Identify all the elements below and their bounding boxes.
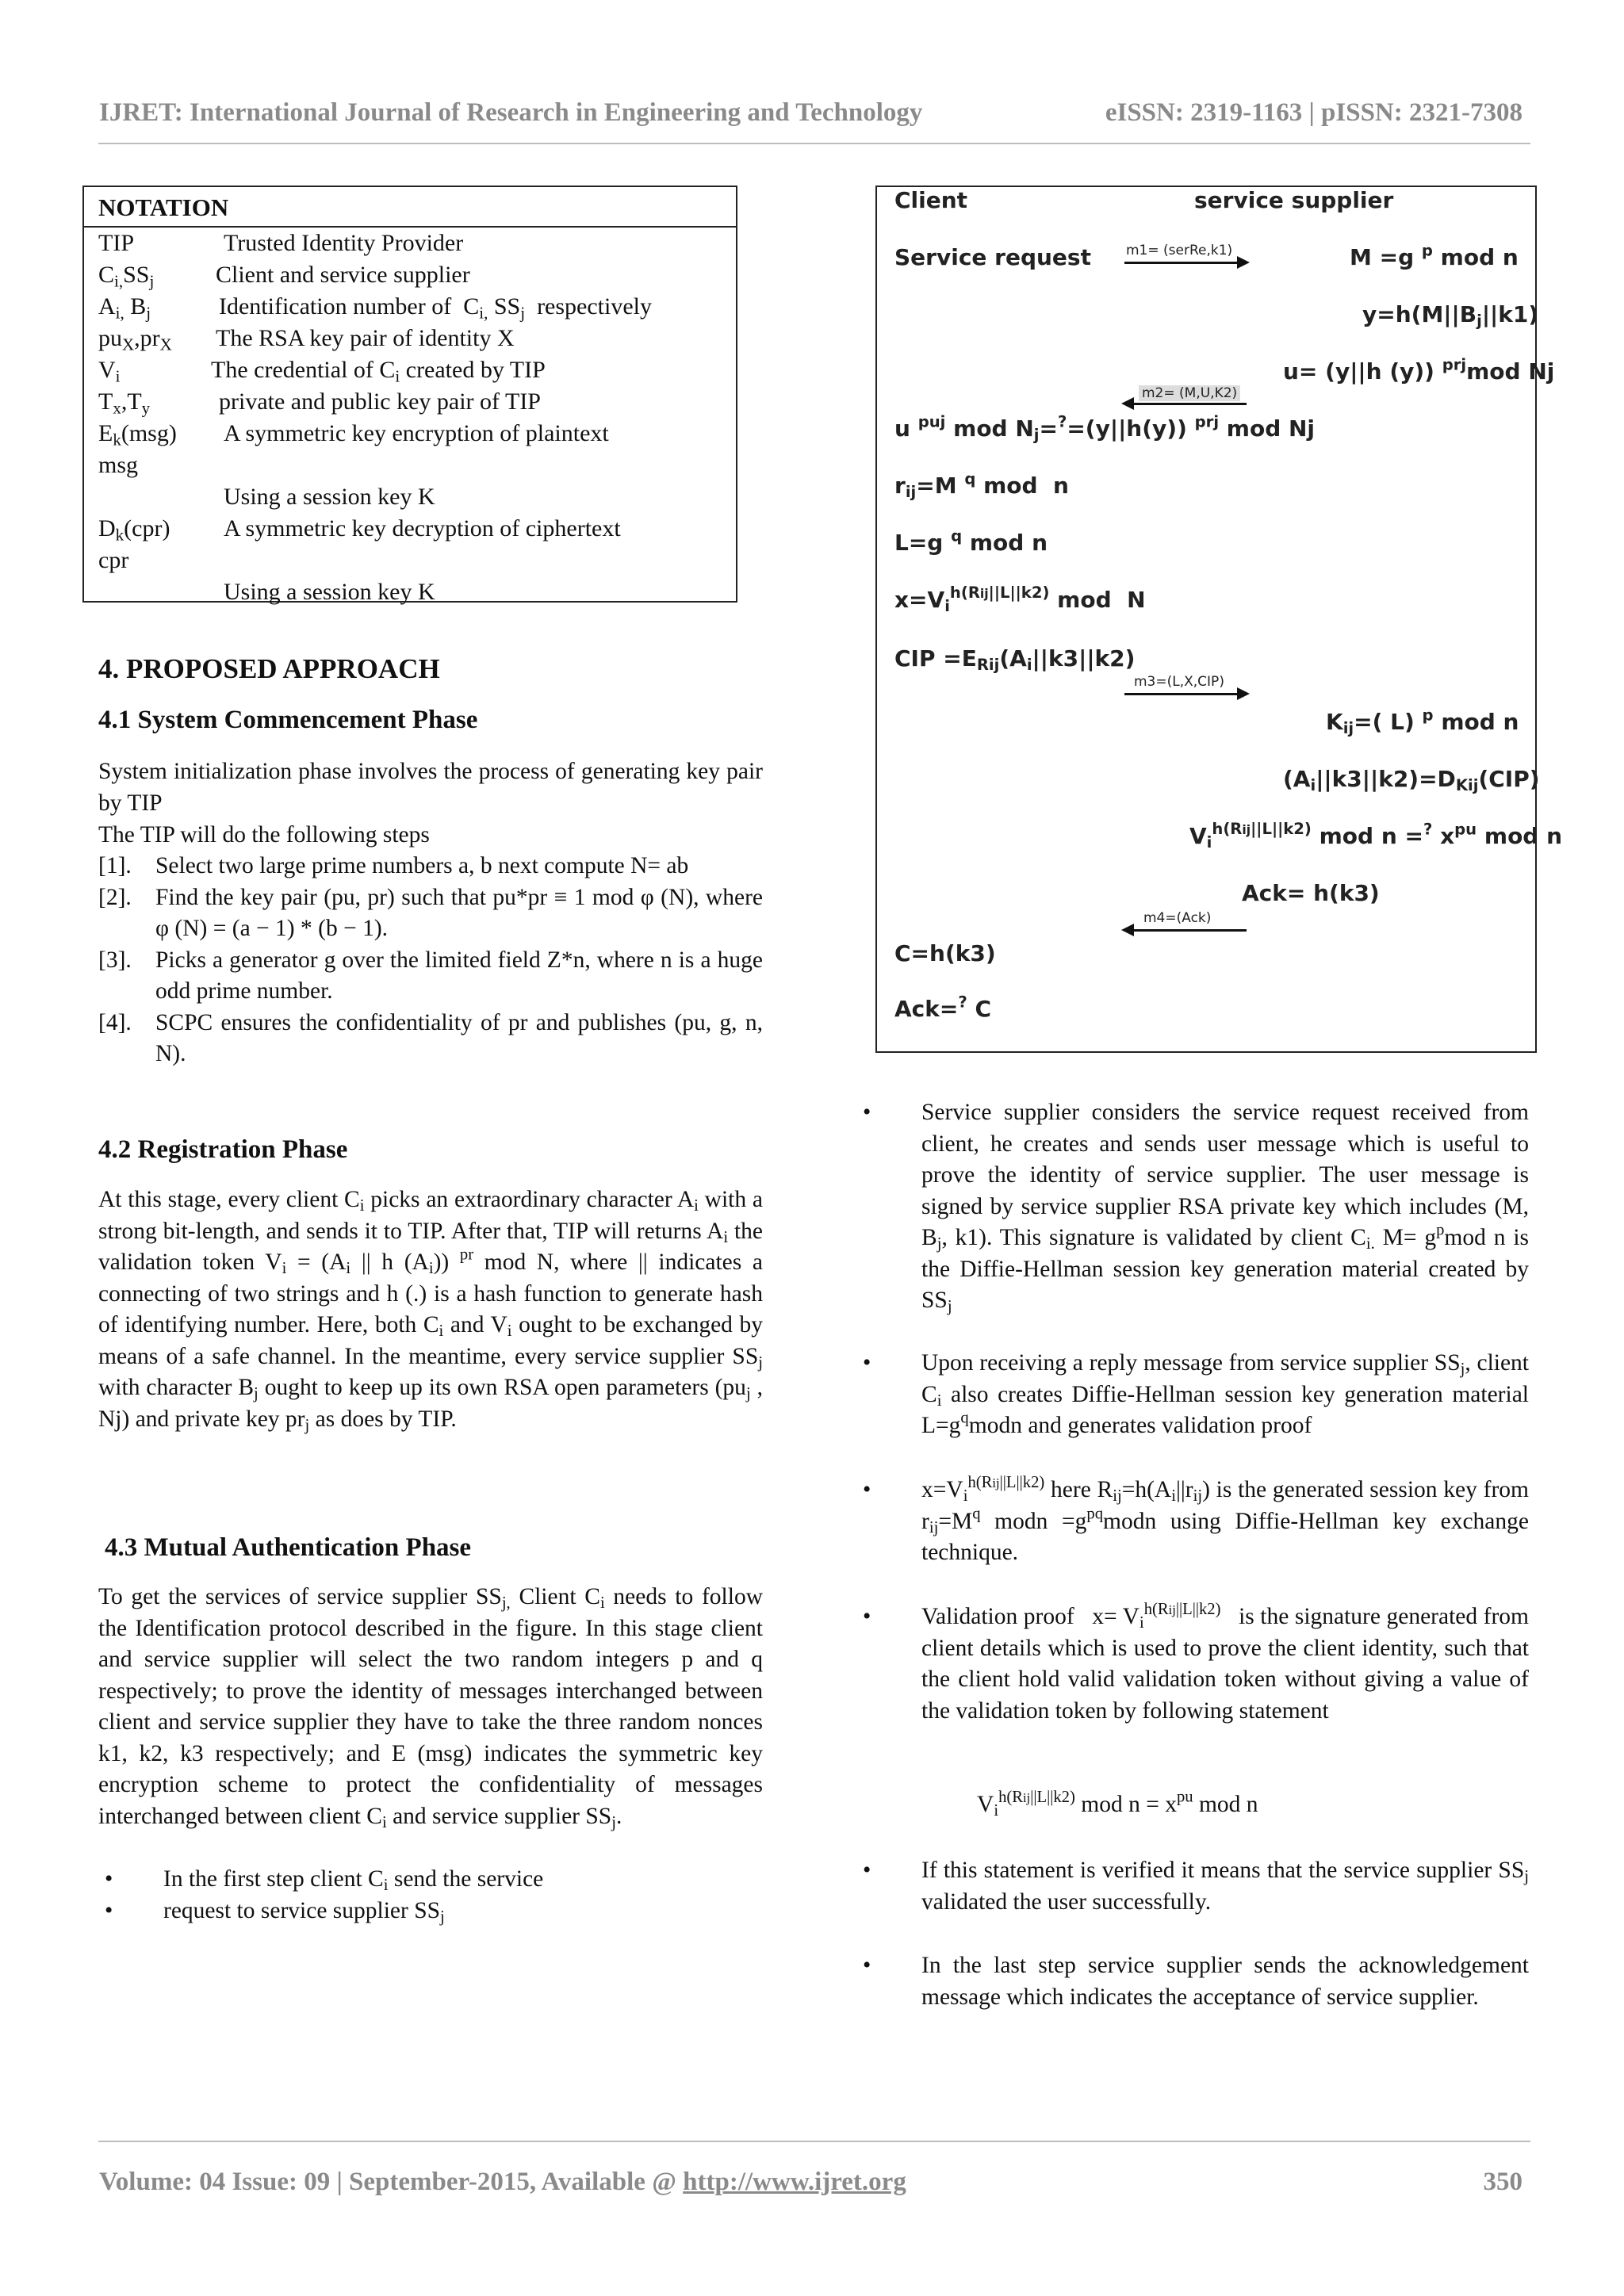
notation-row: Using a session key K <box>224 484 435 510</box>
subsection-heading: 4.1 System Commencement Phase <box>98 706 478 734</box>
journal-link[interactable]: http://www.ijret.org <box>683 2168 906 2196</box>
equation: Ack=? C <box>894 993 992 1022</box>
notation-row: cpr <box>98 547 129 573</box>
notation-row: $A_{i,}$ $B_j$ Identification number of $C_{i,}$ $SS_j$ respectively <box>98 293 652 323</box>
section-heading: 4. PROPOSED APPROACH <box>98 653 440 684</box>
notation-row: msg <box>98 452 139 478</box>
equation: $y=h(M||B_j||k1)$ <box>1362 301 1539 330</box>
equation: M =g $^p$ mod n <box>1350 241 1519 270</box>
message-label: m3=(L,X,CIP) <box>1134 674 1224 690</box>
journal-title: IJRET: International Journal of Research in Engineering and Technology <box>99 98 923 127</box>
protocol-diagram <box>875 186 1563 1053</box>
arrow-right-icon <box>1124 693 1247 695</box>
header-rule <box>98 143 1530 144</box>
equation: $K_{ij}=$( L) $^p$ mod n <box>1326 706 1519 737</box>
paragraph: The TIP will do the following steps <box>98 822 430 848</box>
page-number: 350 <box>1483 2168 1522 2196</box>
list-item: [4]. SCPC ensures the confidentiality of pr and publishes (pu, g, n, N). <box>98 1009 763 1066</box>
equation: L=g $^q$ mod n <box>894 526 1048 556</box>
notation-title: NOTATION <box>84 187 736 228</box>
equation: u= (y||h (y)) $^{prj}$mod Nj <box>1283 355 1555 385</box>
notation-row: $pu_X,pr_X$ The RSA key pair of identity X <box>98 325 515 354</box>
equation: $V_i^{h(Rij||L||k2)}$ mod $n = x^{pu}$ mod n <box>977 1788 1258 1820</box>
arrow-left-icon <box>1124 403 1247 405</box>
equation: Ack= h(k3) <box>1242 880 1380 906</box>
subsection-heading: 4.3 Mutual Authentication Phase <box>105 1533 472 1562</box>
paragraph: System initialization phase involves the process of generating key pair by TIP <box>98 759 763 816</box>
message-label: m4=(Ack) <box>1143 910 1212 926</box>
client-label: Client <box>894 187 968 213</box>
list-item: • request to service supplier $SS_j$ <box>105 1897 445 1926</box>
paragraph: At this stage, every client $C_i$ picks an extraordinary character $A_i$ with a strong bit-length, and sends it to TIP. After that, TIP will returns $A_i$ the validation token $V_i = (A_i$ || h $(A_i)$) $^{pr}$ mod N, where || indicates a connecting of two strings and h (.) is a hash function to generate hash of identifying number. Here, both $C_i$ and $V_i$ ought to be exchanged by means of a safe channel. In the meantime, every service supplier $SS_j$ with character $B_j$ ought to keep up its own RSA open parameters ($pu_j$ , Nj) and private key $pr_j$ as does by TIP. <box>98 1187 764 1434</box>
notation-row: Using a session key K <box>224 579 435 605</box>
service-request-label: Service request <box>894 244 1091 270</box>
notation-row: $D_k(cpr)$ A symmetric key decryption of ciphertext <box>98 515 621 545</box>
notation-table <box>82 186 737 603</box>
notation-row: $T_x,T_y$ private and public key pair of TIP <box>98 388 541 418</box>
footer-rule <box>98 2141 1530 2142</box>
equation: CIP $=E_{Rij}(A_i||k3||k2)$ <box>894 645 1136 674</box>
notation-row: $V_i$ The credential of $C_i$ created by TIP <box>98 357 546 386</box>
message-label: m2= (M,U,K2) <box>1139 385 1240 401</box>
issn: eISSN: 2319-1163 | pISSN: 2321-7308 <box>1105 98 1522 127</box>
subsection-heading: 4.2 Registration Phase <box>98 1135 348 1164</box>
equation: $x=V_i^{h(Rij||L||k2)}$ mod N <box>894 584 1146 615</box>
list-item: [2]. Find the key pair (pu, pr) such that pu*pr ≡ 1 mod φ (N), where φ (N) = (a − 1) * (b − 1). <box>98 884 763 941</box>
list-item: [3]. Picks a generator g over the limited field Z*n, where n is a huge odd prime number. <box>98 947 763 1004</box>
list-item: [1]. Select two large prime numbers a, b next compute N= ab <box>98 853 689 878</box>
bullet-list <box>105 1864 763 1927</box>
message-label: m1= (serRe,k1) <box>1126 243 1233 258</box>
paragraph: To get the services of service supplier $SS_{j,}$ Client $C_i$ needs to follow the Identification protocol described in the figure. In this stage client and service supplier will select the two random integers p and q respectively; to prove the identity of messages interchanged between client and service supplier they have to take the three random nonces k1, k2, k3 respectively; and E (msg) indicates the symmetric key encryption scheme to protect the confidentiality of messages interchanged between client $C_i$ and service supplier $SS_j$. <box>98 1584 763 1831</box>
footer-volume: Volume: 04 Issue: 09 | September-2015, Available @ http://www.ijret.org <box>99 2168 906 2196</box>
supplier-label: service supplier <box>1194 187 1394 213</box>
arrow-left-icon <box>1124 929 1247 932</box>
equation: C=h(k3) <box>894 940 996 966</box>
equation: $r_{ij}=M$ $^q$ mod n <box>894 469 1069 501</box>
notation-row: $E_k(msg)$ A symmetric key encryption of plaintext <box>98 420 609 450</box>
list-item: • In the first step client $C_i$ send the service <box>105 1866 544 1895</box>
steps-list <box>98 851 763 1070</box>
equation: $(A_i||k3||k2)=D_{Kij}(CIP)$ <box>1283 766 1540 794</box>
notation-row: $C_{i,}SS_j$ Client and service supplier <box>98 262 470 291</box>
equation: $V_i^{h(Rij||L||k2)}$ mod n =? $x^{pu}$ mod n <box>1189 820 1563 851</box>
equation: u $^{puj}$ mod $N_j=^?=(y||h(y))$ $^{prj}$ mod Nj <box>894 412 1316 444</box>
arrow-right-icon <box>1124 262 1247 264</box>
notation-row: TIP Trusted Identity Provider <box>98 230 464 256</box>
